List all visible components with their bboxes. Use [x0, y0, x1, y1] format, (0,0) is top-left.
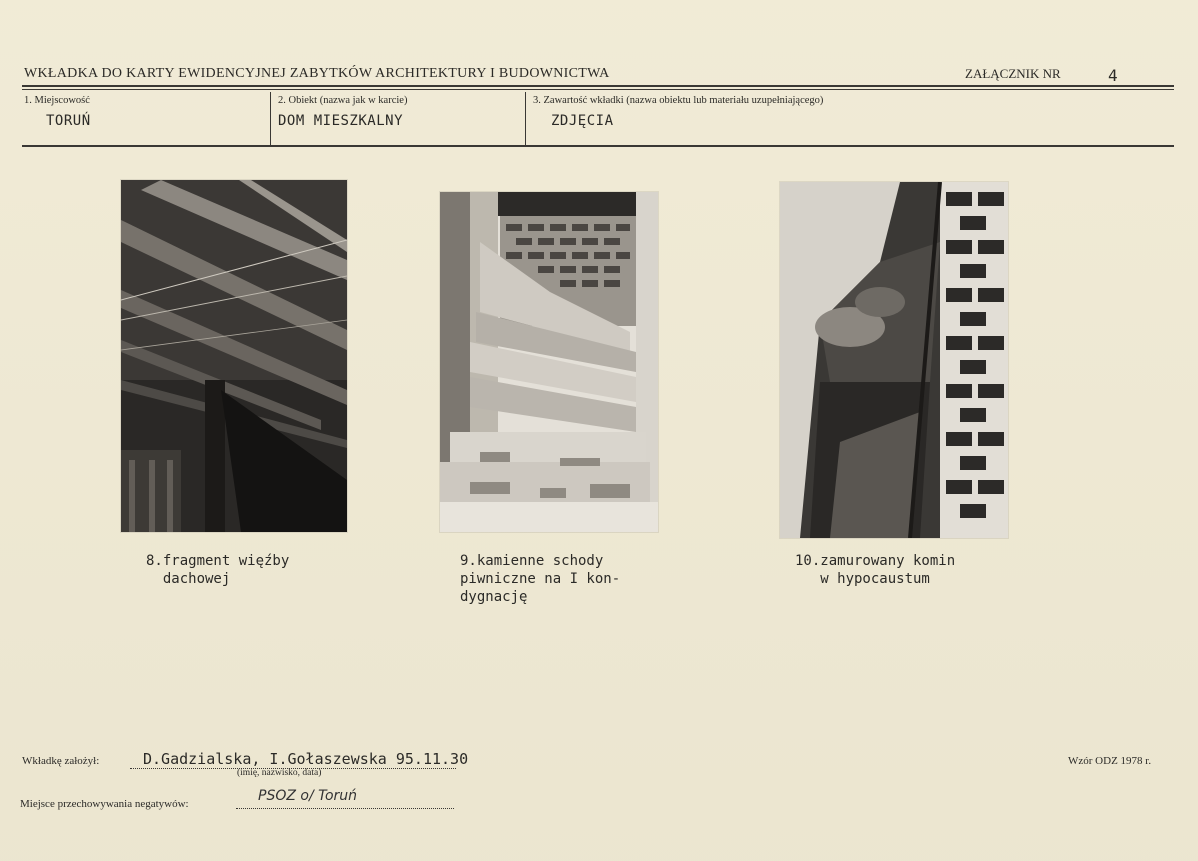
document-title: WKŁADKA DO KARTY EWIDENCYJNEJ ZABYTKÓW ARCHITEKTURY I BUDOWNICTWA [24, 66, 610, 81]
created-by-value: D.Gadzialska, I.Gołaszewska 95.11.30 [143, 750, 469, 768]
annex-number: 4 [1108, 66, 1118, 85]
storage-value: PSOZ o/ Toruń [258, 788, 358, 804]
field-separator [525, 92, 526, 145]
field-locality-value: TORUŃ [46, 113, 91, 129]
photo-roof-truss [121, 180, 347, 532]
photo-caption-10: 10.zamurowany komin w hypocaustum [795, 553, 956, 587]
photo-bricked-chimney [780, 182, 1008, 538]
field-separator [270, 92, 271, 145]
photo-caption-8: 8.fragment więźby dachowej [146, 553, 290, 587]
created-by-label: Wkładkę założył: [22, 755, 100, 767]
header-rule-thin [22, 89, 1174, 90]
storage-dotline [236, 808, 454, 809]
created-by-sublabel: (imię, nazwisko, data) [237, 768, 322, 778]
form-template-label: Wzór ODZ 1978 r. [1068, 755, 1152, 767]
field-object-value: DOM MIESZKALNY [278, 113, 404, 129]
annex-label: ZAŁĄCZNIK NR [965, 66, 1061, 81]
storage-label: Miejsce przechowywania negatywów: [20, 798, 189, 810]
field-object-label: 2. Obiekt (nazwa jak w karcie) [278, 95, 408, 106]
header-rule [22, 85, 1174, 87]
fields-rule [22, 145, 1174, 147]
photo-stone-stairs [440, 192, 658, 532]
field-locality-label: 1. Miejscowość [24, 95, 90, 106]
photo-caption-9: 9.kamienne schody piwniczne na I kon- dygnację [460, 553, 621, 605]
field-content-label: 3. Zawartość wkładki (nazwa obiektu lub materiału uzupełniającego) [533, 95, 824, 106]
field-content-value: ZDJĘCIA [551, 113, 614, 129]
